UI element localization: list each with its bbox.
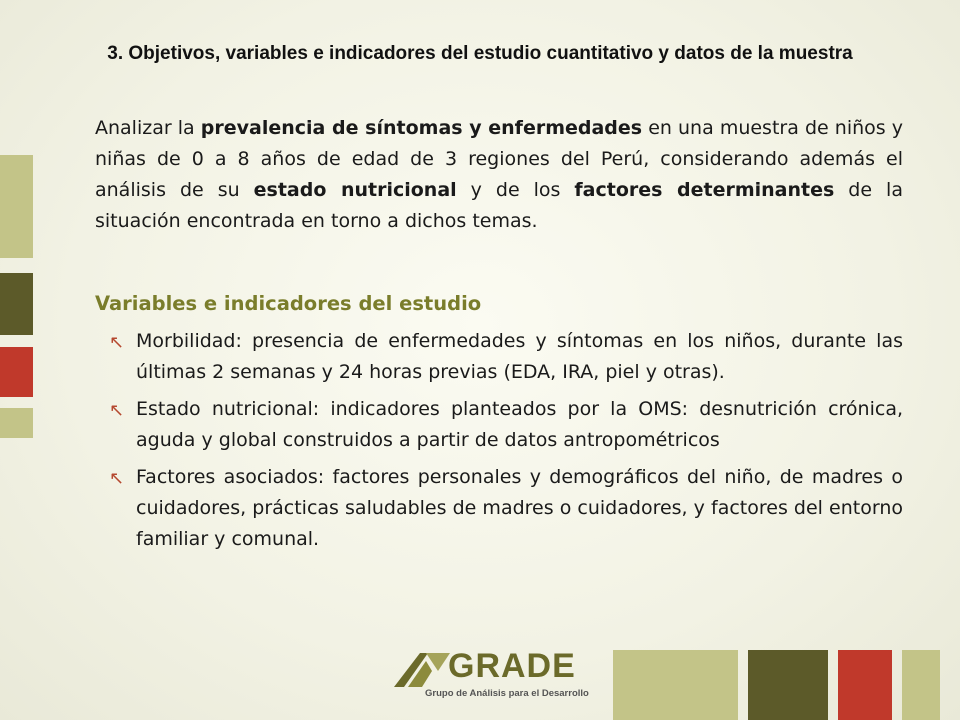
logo-tagline: Grupo de Análisis para el Desarrollo (425, 688, 589, 699)
bullet-arrow-icon: ↖ (109, 332, 125, 353)
left-block-red (0, 347, 33, 397)
intro-text-3: y de los (456, 179, 575, 201)
bullet-item-factores-asociados (95, 462, 903, 555)
bottom-block-red (838, 650, 892, 720)
grade-logo-mark-icon (392, 647, 452, 691)
intro-bold-prevalencia: prevalencia de síntomas y enfermedades (200, 117, 643, 139)
intro-bold-estado-nutricional: estado nutricional (253, 179, 457, 201)
bottom-block-light (613, 650, 738, 720)
intro-text-4: de la situación encontrada en torno a dichos temas. (95, 179, 903, 232)
bullet-list (95, 326, 903, 561)
bullet-item-morbilidad (95, 326, 903, 388)
bullet-text: Estado nutricional: indicadores planteados por la OMS: desnutrición crónica, aguda y global construidos a partir de datos antropométricos (136, 398, 903, 451)
grade-logo (392, 643, 602, 705)
bullet-arrow-icon: ↖ (109, 468, 125, 489)
logo-wordmark: GRADE (448, 647, 576, 685)
intro-bold-factores: factores determinantes (574, 179, 835, 201)
bullet-item-estado-nutricional (95, 394, 903, 456)
intro-text-2: en una muestra de niños y niñas de 0 a 8 años de edad de 3 regiones del Perú, considerando además el análisis de su (95, 117, 903, 201)
bullet-text: Factores asociados: factores personales y demográficos del niño, de madres o cuidadores, prácticas saludables de madres o cuidadores, y factores del entorno familiar y comunal. (136, 466, 903, 550)
intro-paragraph (95, 113, 903, 237)
bottom-block-dark (748, 650, 828, 720)
slide-title: 3. Objetivos, variables e indicadores del estudio cuantitativo y datos de la muestra (107, 43, 853, 64)
bottom-block-light-small (902, 650, 940, 720)
section-subheading: Variables e indicadores del estudio (95, 292, 482, 315)
left-block-dark (0, 273, 33, 335)
bullet-arrow-icon: ↖ (109, 400, 125, 421)
left-block-light-small (0, 408, 33, 438)
bullet-text: Morbilidad: presencia de enfermedades y síntomas en los niños, durante las últimas 2 semanas y 24 horas previas (EDA, IRA, piel y otras). (136, 330, 903, 383)
left-block-light (0, 155, 33, 258)
intro-text-1: Analizar la (95, 117, 201, 139)
